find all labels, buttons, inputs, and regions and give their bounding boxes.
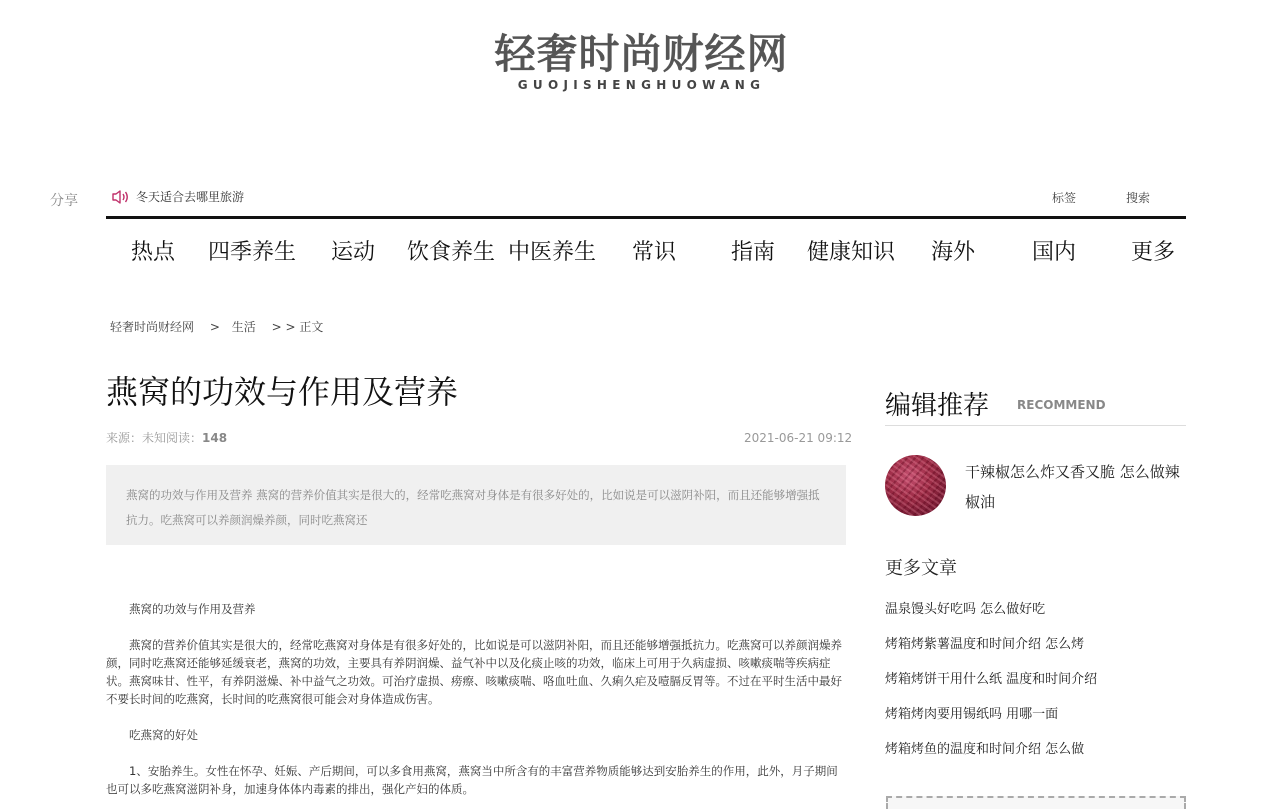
recommend-article-link[interactable]: 干辣椒怎么炸又香又脆 怎么做辣椒油 [965, 463, 1180, 511]
breadcrumb-separator: > [209, 320, 220, 334]
article-read-count: 148 [202, 431, 228, 445]
more-articles-heading: 更多文章 [885, 558, 957, 579]
nav-item-hot[interactable]: 热点 [131, 240, 176, 265]
site-logo[interactable] [0, 28, 1283, 92]
article-title: 燕窝的功效与作用及营养 [106, 373, 459, 411]
more-article-link[interactable]: 烤箱烤饼干用什么纸 温度和时间介绍 [885, 672, 1098, 687]
breadcrumb [110, 318, 327, 335]
nav-item-common[interactable]: 常识 [632, 240, 677, 265]
breadcrumb-separator: > > [271, 320, 296, 334]
nav-item-guide[interactable]: 指南 [731, 240, 776, 265]
site-subtitle: GUOJISHENGHUOWANG [517, 78, 766, 92]
more-article-link[interactable]: 温泉馒头好吃吗 怎么做好吃 [885, 602, 1046, 617]
nav-item-tcm[interactable]: 中医养生 [508, 240, 597, 265]
article-paragraph: 1、安胎养生。女性在怀孕、妊娠、产后期间，可以多食用燕窝，燕窝当中所含有的丰富营养物质能够达到安胎养生的作用，此外，月子期间也可以多吃燕窝滋阴补身，加速身体体内毒素的排出，强化产妇的体质。 [106, 764, 838, 796]
article-paragraph: 燕窝的功效与作用及营养 [129, 602, 256, 616]
more-article-link[interactable]: 烤箱烤肉要用锡纸吗 用哪一面 [885, 707, 1059, 722]
speaker-icon [112, 189, 130, 205]
editor-recommend-subtitle: RECOMMEND [1017, 398, 1106, 412]
article-read-label: 阅读： [166, 431, 203, 445]
share-button[interactable]: 分享 [50, 193, 78, 209]
nav-item-health[interactable]: 健康知识 [807, 240, 896, 265]
header-rule [106, 216, 1186, 219]
article-meta [106, 429, 227, 446]
nav-item-more[interactable]: 更多 [1131, 240, 1176, 265]
nav-item-domestic[interactable]: 国内 [1032, 240, 1077, 265]
nav-item-sports[interactable]: 运动 [331, 240, 376, 265]
recommend-thumbnail[interactable] [885, 455, 946, 516]
article-paragraph: 燕窝的营养价值其实是很大的，经常吃燕窝对身体是有很多好处的，比如说是可以滋阴补阳，而且还能够增强抵抗力。吃燕窝可以养颜润燥养颜，同时吃燕窝还能够延缓衰老，燕窝的功效，主要具有养阴润燥、益气补中以及化痰止咳的功效，临床上可用于久病虚损、咳嗽痰喘等疾病症状。燕窝味甘、性平，有养阴滋燥、补中益气之功效。可治疗虚损、痨瘵、咳嗽痰喘、咯血吐血、久痢久疟及噎膈反胃等。不过在平时生活中最好不要长时间的吃燕窝，长时间的吃燕窝很可能会对身体造成伤害。 [106, 638, 842, 706]
notice-link[interactable] [112, 188, 244, 205]
tags-link[interactable]: 标签 [1052, 191, 1077, 205]
article-date: 2021-06-21 09:12 [744, 431, 853, 445]
editor-recommend-header [885, 385, 1186, 426]
notice-text: 冬天适合去哪里旅游 [136, 190, 245, 204]
more-article-link[interactable]: 烤箱烤鱼的温度和时间介绍 怎么做 [885, 742, 1085, 757]
article-paragraph: 吃燕窝的好处 [129, 728, 198, 742]
search-link[interactable]: 搜索 [1126, 191, 1151, 205]
editor-recommend-title: 编辑推荐 [885, 391, 990, 421]
site-title: 轻奢时尚财经网 [494, 30, 789, 78]
main-nav [106, 238, 1186, 270]
nav-item-seasonal[interactable]: 四季养生 [208, 240, 297, 265]
nav-item-diet[interactable]: 饮食养生 [407, 240, 496, 265]
breadcrumb-current: 正文 [299, 320, 324, 334]
article-source: 来源：未知 [106, 431, 167, 445]
nav-item-overseas[interactable]: 海外 [931, 240, 976, 265]
sidebar-ad-box [886, 796, 1186, 809]
article-summary: 燕窝的功效与作用及营养 燕窝的营养价值其实是很大的，经常吃燕窝对身体是有很多好处的，比如说是可以滋阴补阳，而且还能够增强抵抗力。吃燕窝可以养颜润燥养颜，同时吃燕窝还 [106, 465, 846, 545]
breadcrumb-home[interactable]: 轻奢时尚财经网 [110, 320, 195, 334]
more-article-link[interactable]: 烤箱烤紫薯温度和时间介绍 怎么烤 [885, 637, 1085, 652]
top-bar [106, 183, 1186, 216]
breadcrumb-section[interactable]: 生活 [231, 320, 256, 334]
